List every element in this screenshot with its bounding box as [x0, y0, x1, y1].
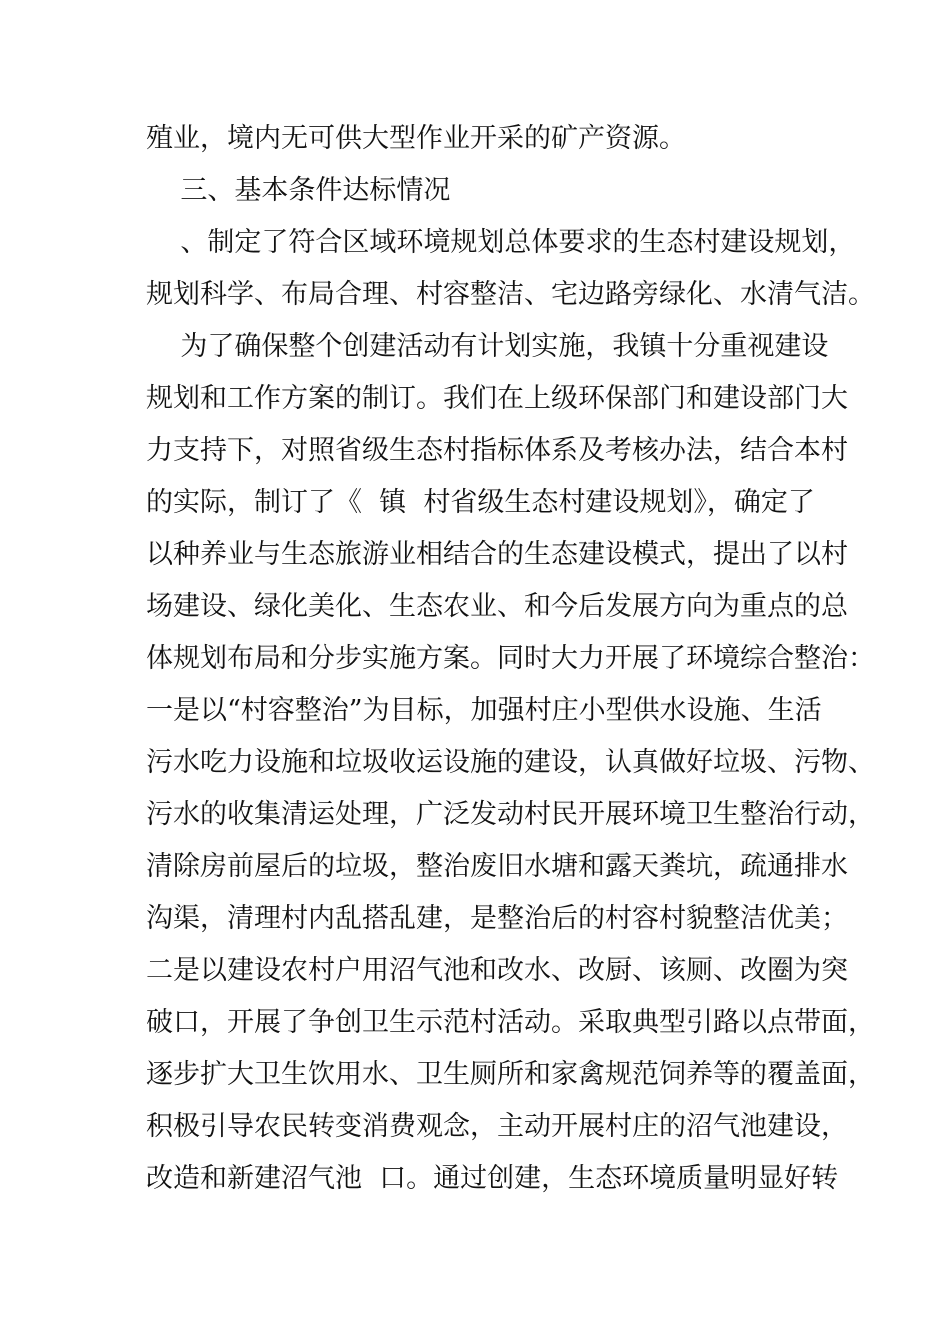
text-line: 一是以“村容整治”为目标，加强村庄小型供水设施、生活 — [146, 695, 822, 726]
text-line: 的实际，制订了《 镇 村省级生态村建设规划》，确定了 — [146, 487, 815, 518]
text-line: 以种养业与生态旅游业相结合的生态建设模式，提出了以村 — [146, 539, 848, 570]
text-line: 体规划布局和分步实施方案。同时大力开展了环境综合整治： — [146, 643, 875, 674]
text-line: 沟渠，清理村内乱搭乱建，是整治后的村容村貌整洁优美； — [146, 903, 848, 934]
text-line: 规划科学、布局合理、村容整洁、宅边路旁绿化、水清气洁。 — [146, 279, 875, 310]
text-line: 逐步扩大卫生饮用水、卫生厕所和家禽规范饲养等的覆盖面， — [146, 1059, 875, 1090]
text-line: 积极引导农民转变消费观念，主动开展村庄的沼气池建设， — [146, 1111, 848, 1142]
text-line: 改造和新建沼气池 口。通过创建，生态环境质量明显好转 — [146, 1163, 839, 1194]
text-line: 场建设、绿化美化、生态农业、和今后发展方向为重点的总 — [146, 591, 848, 622]
text-line: 污水的收集清运处理，广泛发动村民开展环境卫生整治行动， — [146, 799, 875, 830]
text-line: 清除房前屋后的垃圾，整治废旧水塘和露天粪坑，疏通排水 — [146, 851, 848, 882]
text-line: 规划和工作方案的制订。我们在上级环保部门和建设部门大 — [146, 383, 848, 414]
section-heading: 三、基本条件达标情况 — [146, 175, 451, 206]
text-line: 力支持下，对照省级生态村指标体系及考核办法，结合本村 — [146, 435, 848, 466]
text-line: 为了确保整个创建活动有计划实施，我镇十分重视建设 — [146, 331, 829, 362]
text-line: 破口，开展了争创卫生示范村活动。采取典型引路以点带面， — [146, 1007, 875, 1038]
text-line: 污水吃力设施和垃圾收运设施的建设，认真做好垃圾、污物、 — [146, 747, 875, 778]
document-body — [146, 113, 875, 1205]
text-line: 二是以建设农村户用沼气池和改水、改厨、该厕、改圈为突 — [146, 955, 848, 986]
text-line: 、制定了符合区域环境规划总体要求的生态村建设规划， — [146, 227, 856, 258]
text-line: 殖业，境内无可供大型作业开采的矿产资源。 — [146, 123, 686, 154]
